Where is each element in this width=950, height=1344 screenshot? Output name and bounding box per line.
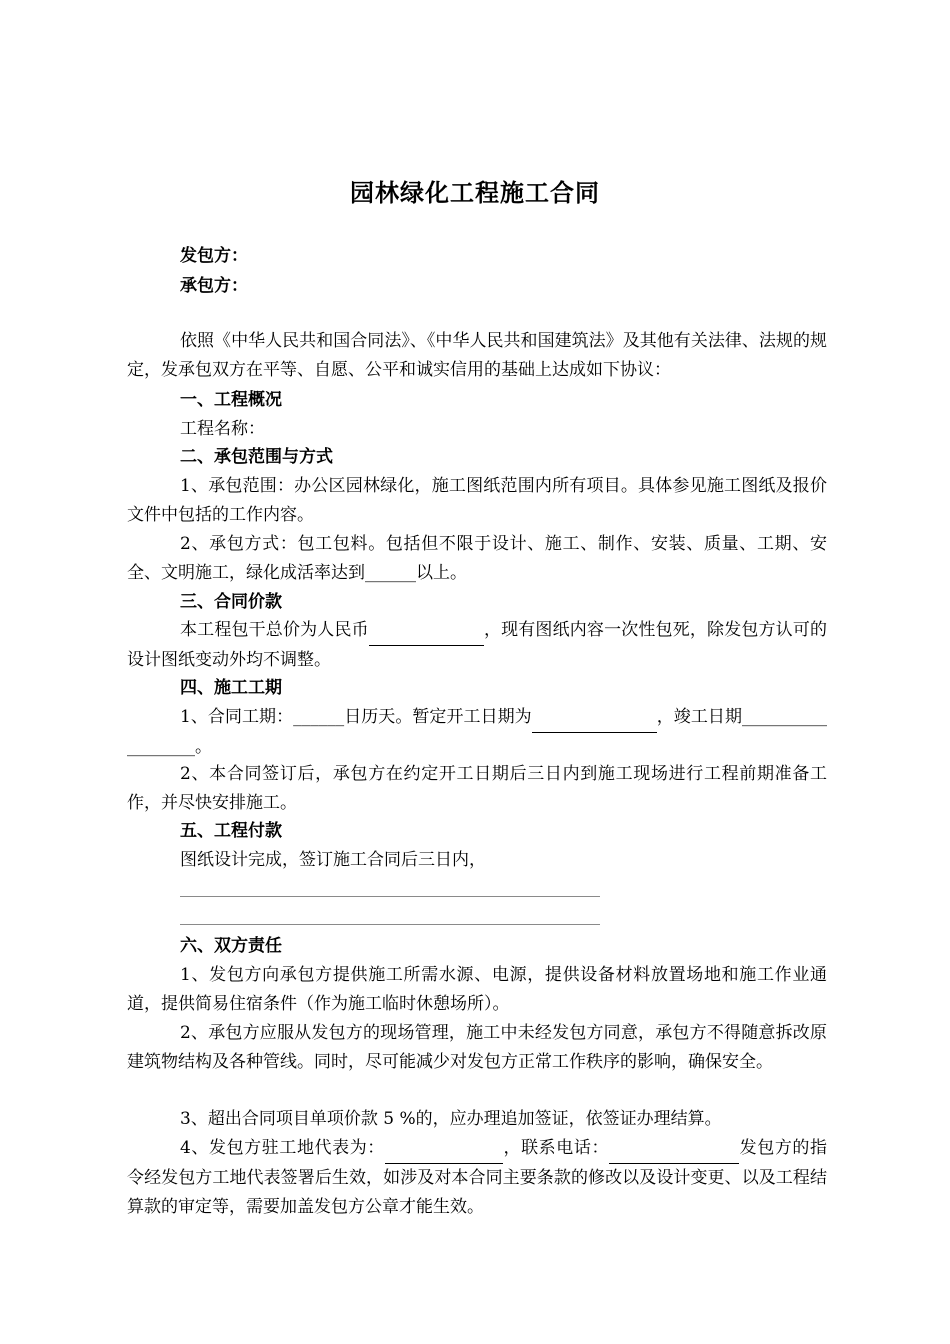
section-2-title: 二、承包范围与方式: [180, 447, 333, 467]
section-4-duration: [127, 703, 827, 762]
section-2-method: 2、承包方式：包工包料。包括但不限于设计、施工、制作、安装、质量、工期、安全、文明施工，绿化成活率达到______以上。: [127, 534, 827, 583]
price-text-b: ，现有图纸内容一次性包死，除发包方认可的设计图纸变动外均不调整。: [127, 620, 828, 670]
document-title: 园林绿化工程施工合同: [350, 179, 600, 207]
section-3-price: [127, 616, 827, 675]
duration-text-a: 1、合同工期：______日历天。暂定开工日期为: [180, 707, 532, 727]
section-6-item-2: 2、承包方应服从发包方的现场管理，施工中未经发包方同意，承包方不得随意拆改原建筑物结构及各种管线。同时，尽可能减少对发包方正常工作秩序的影响，确保安全。: [127, 1023, 827, 1072]
section-4-preparation: 2、本合同签订后，承包方在约定开工日期后三日内到施工现场进行工程前期准备工作，并尽快安排施工。: [127, 764, 827, 813]
party-b-label: 承包方：: [180, 276, 248, 296]
duration-text-b: ，竣工日期__________________。: [127, 707, 827, 757]
start-date-blank: [532, 703, 657, 733]
section-5-title: 五、工程付款: [180, 821, 282, 841]
section-1-title: 一、工程概况: [180, 390, 282, 410]
project-name-line: 工程名称：: [180, 419, 265, 439]
representative-blank: [385, 1134, 503, 1164]
section-5-payment: 图纸设计完成，签订施工合同后三日内，: [180, 850, 486, 870]
party-a-label: 发包方：: [180, 246, 248, 266]
intro-paragraph: 依照《中华人民共和国合同法》、《中华人民共和国建筑法》及其他有关法律、法规的规定，发承包双方在平等、自愿、公平和诚实信用的基础上达成如下协议：: [127, 331, 827, 380]
price-text-a: 本工程包干总价为人民币: [180, 620, 369, 640]
payment-blank-line-2: [180, 924, 600, 925]
payment-blank-line-1: [180, 896, 600, 897]
section-6-item-1: 1、发包方向承包方提供施工所需水源、电源，提供设备材料放置场地和施工作业通道，提供简易住宿条件（作为施工临时休憩场所）。: [127, 965, 827, 1014]
section-2-scope: 1、承包范围：办公区园林绿化，施工图纸范围内所有项目。具体参见施工图纸及报价文件中包括的工作内容。: [127, 476, 827, 525]
section-6-title: 六、双方责任: [180, 936, 282, 956]
section-6-item-3: 3、超出合同项目单项价款 5 %的，应办理追加签证，依签证办理结算。: [180, 1109, 722, 1129]
rep-text-a: 4、发包方驻工地代表为：: [180, 1138, 385, 1158]
section-6-item-4: [127, 1134, 827, 1222]
rep-text-b: ，联系电话：: [502, 1138, 610, 1158]
rep-text-c: 发包方的指令经发包方工地代表签署后生效，如涉及对本合同主要条款的修改以及设计变更、以及工程结算款的审定等，需要加盖发包方公章才能生效。: [127, 1138, 827, 1217]
section-3-title: 三、合同价款: [180, 592, 282, 612]
phone-blank: [609, 1134, 739, 1164]
price-blank: [369, 616, 484, 646]
section-4-title: 四、施工工期: [180, 678, 282, 698]
